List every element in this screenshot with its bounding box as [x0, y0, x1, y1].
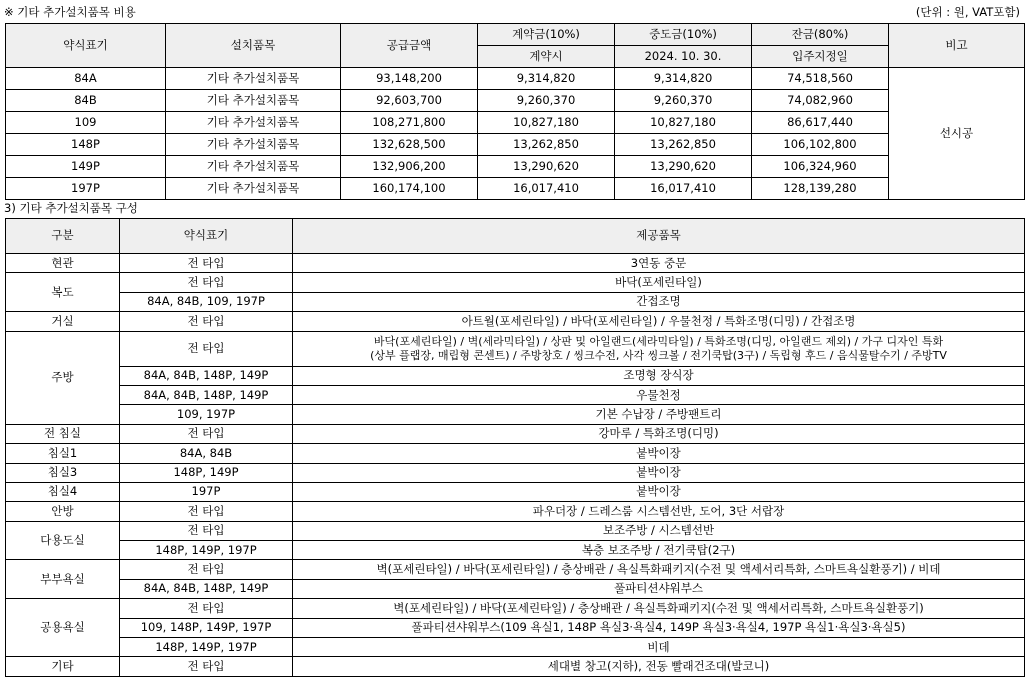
cell-balance: 106,324,960 — [752, 156, 889, 178]
cell-type: 전 타입 — [120, 273, 293, 292]
header-contract-when: 계약시 — [478, 46, 615, 68]
cell-items: 조명형 장식장 — [293, 366, 1025, 385]
cell-category: 거실 — [6, 312, 120, 331]
cell-middle: 13,262,850 — [615, 134, 752, 156]
section-title-cost: ※ 기타 추가설치품목 비용 — [4, 5, 136, 19]
cell-item: 기타 추가설치품목 — [166, 178, 341, 200]
composition-row — [6, 638, 1025, 657]
cell-items: 벽(포세린타일) / 바닥(포세린타일) / 층상배관 / 욕실특화패키지(수전 및 액세서리특화, 스마트욕실환풍기) / 비데 — [293, 560, 1025, 579]
composition-row — [6, 541, 1025, 560]
cell-category: 침실4 — [6, 482, 120, 501]
cost-row — [6, 156, 1025, 178]
cell-middle: 9,314,820 — [615, 68, 752, 90]
cell-type: 197P — [120, 482, 293, 501]
cell-category: 침실1 — [6, 444, 120, 463]
cell-items: 파우더장 / 드레스룸 시스템선반, 도어, 3단 서랍장 — [293, 502, 1025, 521]
cell-item: 기타 추가설치품목 — [166, 134, 341, 156]
cell-type: 84A, 84B, 148P, 149P — [120, 385, 293, 404]
cell-items: 벽(포세린타일) / 바닥(포세린타일) / 층상배관 / 욕실특화패키지(수전 및 액세서리특화, 스마트욕실환풍기) — [293, 599, 1025, 618]
cell-type: 전 타입 — [120, 599, 293, 618]
header-item: 설치품목 — [166, 24, 341, 68]
cell-type: 84B — [6, 90, 166, 112]
cell-type: 전 타입 — [120, 424, 293, 443]
cell-type: 전 타입 — [120, 331, 293, 366]
cell-balance: 86,617,440 — [752, 112, 889, 134]
cell-category: 복도 — [6, 273, 120, 312]
cell-category: 주방 — [6, 331, 120, 424]
cell-items: 비데 — [293, 638, 1025, 657]
cost-row — [6, 112, 1025, 134]
cost-row — [6, 90, 1025, 112]
composition-row — [6, 385, 1025, 404]
header-remark: 비고 — [889, 24, 1025, 68]
section-title-composition: 3) 기타 추가설치품목 구성 — [4, 201, 138, 215]
cell-type: 전 타입 — [120, 254, 293, 273]
cell-supply: 92,603,700 — [341, 90, 478, 112]
composition-row — [6, 521, 1025, 540]
cell-contract: 9,314,820 — [478, 68, 615, 90]
cell-item: 기타 추가설치품목 — [166, 112, 341, 134]
cell-contract: 13,262,850 — [478, 134, 615, 156]
cell-items: 풀파티션샤워부스(109 욕실1, 148P 욕실3·욕실4, 149P 욕실3·욕실4, 197P 욕실1·욕실3·욕실5) — [293, 618, 1025, 637]
composition-row — [6, 579, 1025, 598]
header-contract: 계약금(10%) — [478, 24, 615, 46]
cell-type: 전 타입 — [120, 560, 293, 579]
cell-category: 전 침실 — [6, 424, 120, 443]
cell-type: 전 타입 — [120, 521, 293, 540]
cell-items — [293, 331, 1025, 366]
composition-row — [6, 502, 1025, 521]
cell-item: 기타 추가설치품목 — [166, 68, 341, 90]
cell-type: 148P — [6, 134, 166, 156]
composition-row — [6, 482, 1025, 501]
cell-category: 공용욕실 — [6, 599, 120, 657]
cell-type: 148P, 149P, 197P — [120, 638, 293, 657]
cell-type: 전 타입 — [120, 312, 293, 331]
header-type: 약식표기 — [6, 24, 166, 68]
cell-items: 붙박이장 — [293, 482, 1025, 501]
composition-row — [6, 424, 1025, 443]
cell-remark: 선시공 — [889, 68, 1025, 200]
composition-row — [6, 618, 1025, 637]
cell-category: 기타 — [6, 657, 120, 676]
items-line-2: (상부 플랩장, 매립형 콘센트) / 주방창호 / 씽크수전, 사각 씽크볼 / 전기쿡탑(3구) / 독립형 후드 / 음식물탈수기 / 주방TV — [370, 348, 947, 362]
composition-table — [5, 218, 1025, 677]
cell-supply: 108,271,800 — [341, 112, 478, 134]
cell-category: 침실3 — [6, 463, 120, 482]
cell-contract: 9,260,370 — [478, 90, 615, 112]
header-balance: 잔금(80%) — [752, 24, 889, 46]
header-type: 약식표기 — [120, 219, 293, 254]
cell-items: 세대별 창고(지하), 전동 빨래건조대(발코니) — [293, 657, 1025, 676]
cell-item: 기타 추가설치품목 — [166, 156, 341, 178]
cell-items: 붙박이장 — [293, 463, 1025, 482]
composition-row — [6, 599, 1025, 618]
cell-type: 84A, 84B, 148P, 149P — [120, 579, 293, 598]
cell-type: 148P, 149P, 197P — [120, 541, 293, 560]
header-balance-when: 입주지정일 — [752, 46, 889, 68]
cell-contract: 13,290,620 — [478, 156, 615, 178]
cell-items: 아트월(포세린타일) / 바닥(포세린타일) / 우물천정 / 특화조명(디밍) / 간접조명 — [293, 312, 1025, 331]
composition-row — [6, 366, 1025, 385]
cell-items: 보조주방 / 시스템선반 — [293, 521, 1025, 540]
cell-type: 전 타입 — [120, 502, 293, 521]
cell-balance: 106,102,800 — [752, 134, 889, 156]
composition-row — [6, 331, 1025, 366]
cell-type: 197P — [6, 178, 166, 200]
cell-type: 109 — [6, 112, 166, 134]
cell-supply: 160,174,100 — [341, 178, 478, 200]
cell-type: 84A, 84B, 109, 197P — [120, 292, 293, 311]
cell-type: 84A — [6, 68, 166, 90]
cell-middle: 10,827,180 — [615, 112, 752, 134]
cell-type: 109, 197P — [120, 405, 293, 424]
header-supply: 공급금액 — [341, 24, 478, 68]
cell-balance: 74,518,560 — [752, 68, 889, 90]
cell-type: 149P — [6, 156, 166, 178]
cell-middle: 16,017,410 — [615, 178, 752, 200]
composition-row — [6, 273, 1025, 292]
cell-items: 3연동 중문 — [293, 254, 1025, 273]
cell-category: 다용도실 — [6, 521, 120, 560]
header-middle-when: 2024. 10. 30. — [615, 46, 752, 68]
cell-items: 풀파티션샤워부스 — [293, 579, 1025, 598]
cell-items: 간접조명 — [293, 292, 1025, 311]
cell-supply: 132,628,500 — [341, 134, 478, 156]
cell-items: 기본 수납장 / 주방팬트리 — [293, 405, 1025, 424]
cell-category: 안방 — [6, 502, 120, 521]
header-middle: 중도금(10%) — [615, 24, 752, 46]
composition-row — [6, 444, 1025, 463]
cell-middle: 9,260,370 — [615, 90, 752, 112]
cell-items: 바닥(포세린타일) — [293, 273, 1025, 292]
header-items: 제공품목 — [293, 219, 1025, 254]
cell-contract: 16,017,410 — [478, 178, 615, 200]
cell-items: 우물천정 — [293, 385, 1025, 404]
cost-row — [6, 178, 1025, 200]
cell-items: 강마루 / 특화조명(디밍) — [293, 424, 1025, 443]
cell-category: 부부욕실 — [6, 560, 120, 599]
composition-row — [6, 312, 1025, 331]
composition-row — [6, 463, 1025, 482]
cell-item: 기타 추가설치품목 — [166, 90, 341, 112]
composition-row — [6, 254, 1025, 273]
cell-items: 복층 보조주방 / 전기쿡탑(2구) — [293, 541, 1025, 560]
cost-row — [6, 68, 1025, 90]
composition-row — [6, 657, 1025, 676]
cell-supply: 132,906,200 — [341, 156, 478, 178]
header-category: 구분 — [6, 219, 120, 254]
items-line-1: 바닥(포세린타일) / 벽(세라믹타일) / 상판 및 아일랜드(세라믹타일) / 특화조명(디밍, 아일랜드 제외) / 가구 디자인 특화 — [373, 334, 944, 348]
cost-table — [5, 23, 1025, 200]
cell-type: 109, 148P, 149P, 197P — [120, 618, 293, 637]
composition-header-row — [6, 219, 1025, 254]
cell-type: 84A, 84B — [120, 444, 293, 463]
composition-row — [6, 292, 1025, 311]
cell-items: 붙박이장 — [293, 444, 1025, 463]
cost-row — [6, 134, 1025, 156]
cell-balance: 74,082,960 — [752, 90, 889, 112]
cost-header-row — [6, 24, 1025, 46]
cell-type: 84A, 84B, 148P, 149P — [120, 366, 293, 385]
cell-type: 148P, 149P — [120, 463, 293, 482]
composition-row — [6, 560, 1025, 579]
cell-supply: 93,148,200 — [341, 68, 478, 90]
cell-type: 전 타입 — [120, 657, 293, 676]
unit-note: (단위 : 원, VAT포함) — [915, 5, 1020, 19]
cell-middle: 13,290,620 — [615, 156, 752, 178]
cell-contract: 10,827,180 — [478, 112, 615, 134]
composition-row — [6, 405, 1025, 424]
cell-balance: 128,139,280 — [752, 178, 889, 200]
cell-category: 현관 — [6, 254, 120, 273]
